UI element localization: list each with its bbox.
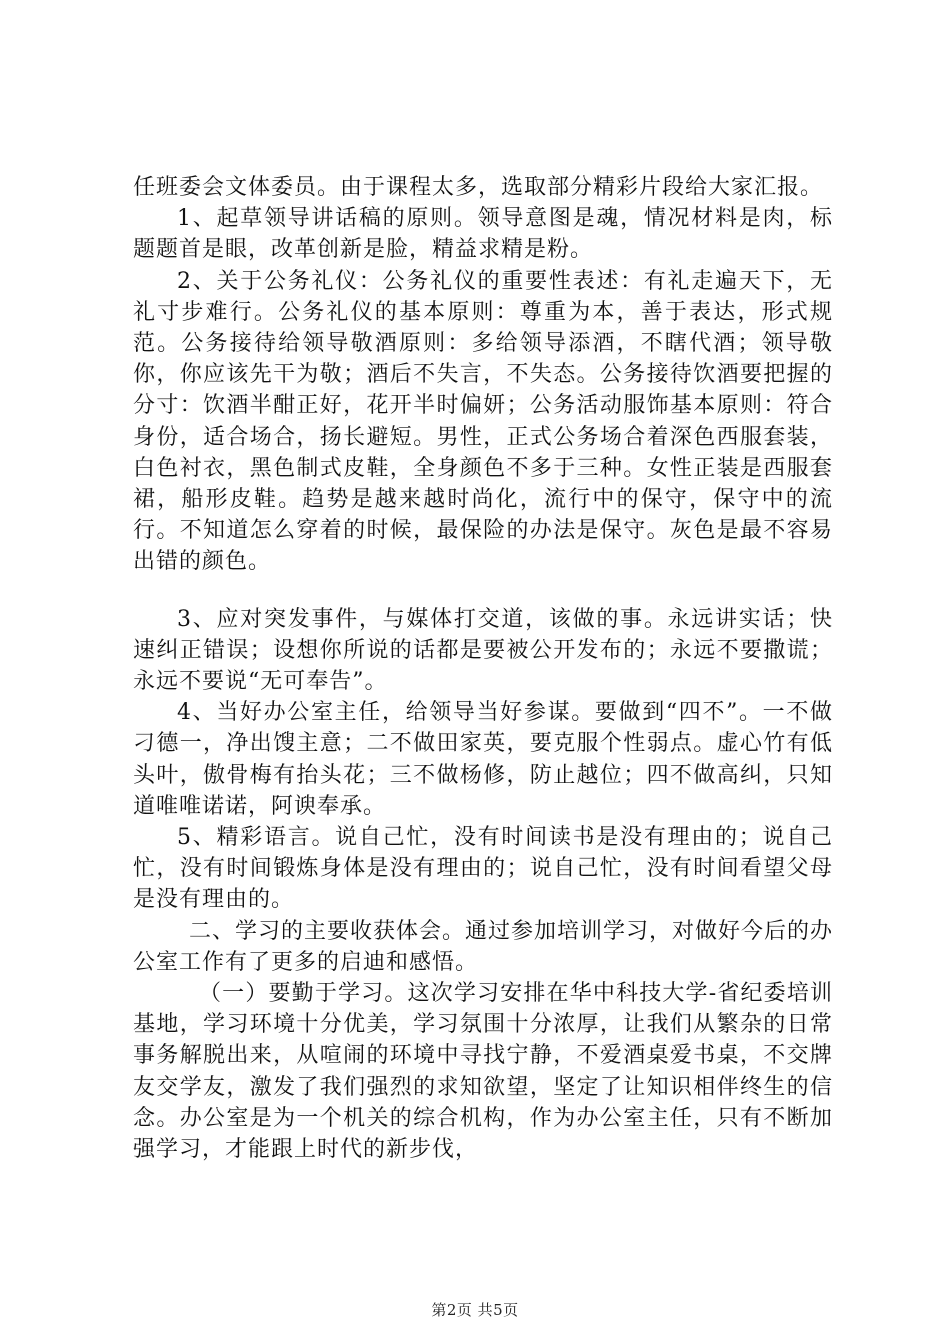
paragraph-item-1: 1、起草领导讲话稿的原则。领导意图是魂，情况材料是肉，标题题首是眼，改革创新是脸，精益求精是粉。	[133, 206, 833, 263]
paragraph-subsection-1: （一）要勤于学习。这次学习安排在华中科技大学-省纪委培训基地，学习环境十分优美，学习氛围十分浓厚，让我们从繁杂的日常事务解脱出来，从喧闹的环境中寻找宁静，不爱酒桌爱书桌，不交牌友交学友，激发了我们强烈的求知欲望，坚定了让知识相伴终生的信念。办公室是为一个机关的综合机构，作为办公室主任，只有不断加强学习，才能跟上时代的新步伐，	[133, 981, 833, 1163]
paragraph-gap	[133, 578, 833, 604]
paragraph-item-2: 2、关于公务礼仪：公务礼仪的重要性表述：有礼走遍天下，无礼寸步难行。公务礼仪的基本原则：尊重为本，善于表达，形式规范。公务接待给领导敬酒原则：多给领导添酒，不瞎代酒；领导敬你，你应该先干为敬；酒后不失言，不失态。公务接待饮酒要把握的分寸：饮酒半酣正好，花开半时偏妍；公务活动服饰基本原则：符合身份，适合场合，扬长避短。男性，正式公务场合着深色西服套装，白色衬衣，黑色制式皮鞋，全身颜色不多于三种。女性正装是西服套裙，船形皮鞋。趋势是越来越时尚化，流行中的保守，保守中的流行。不知道怎么穿着的时候，最保险的办法是保守。灰色是最不容易出错的颜色。	[133, 268, 833, 575]
paragraph-continuation: 任班委会文体委员。由于课程太多，选取部分精彩片段给大家汇报。	[133, 175, 824, 200]
document-body	[133, 172, 833, 1165]
page-footer: 第2页 共5页	[431, 1301, 519, 1319]
paragraph-item-5: 5、精彩语言。说自己忙，没有时间读书是没有理由的；说自己忙，没有时间锻炼身体是没有理由的；说自己忙，没有时间看望父母是没有理由的。	[133, 825, 833, 913]
paragraph-item-3: 3、应对突发事件，与媒体打交道，该做的事。永远讲实话；快速纠正错误；设想你所说的话都是要被公开发布的；永远不要撒谎；永远不要说“无可奉告”。	[133, 606, 833, 695]
paragraph-item-4: 4、当好办公室主任，给领导当好参谋。要做到“四不”。一不做刁德一，净出馊主意；二不做田家英，要克服个性弱点。虚心竹有低头叶，傲骨梅有抬头花；三不做杨修，防止越位；四不做高纠，只知道唯唯诺诺，阿谀奉承。	[133, 700, 833, 819]
paragraph-section-2: 二、学习的主要收获体会。通过参加培训学习，对做好今后的办公室工作有了更多的启迪和感悟。	[133, 918, 834, 975]
